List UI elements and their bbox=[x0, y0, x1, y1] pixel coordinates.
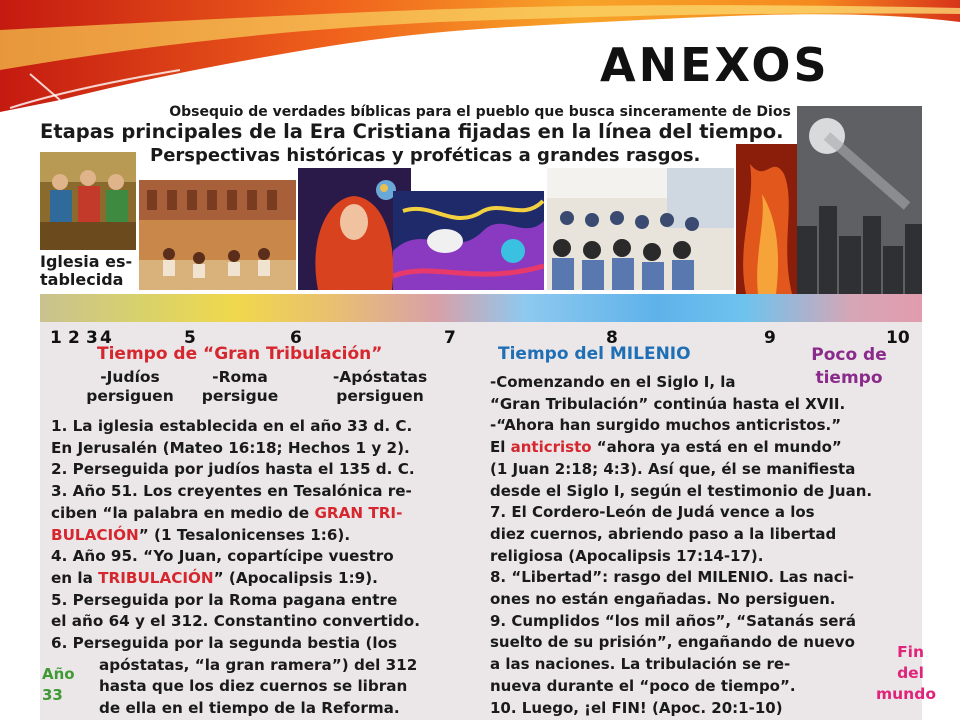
timeline-number: 5 bbox=[184, 328, 196, 348]
fin-label-line-2: del bbox=[897, 664, 924, 682]
right-text-segment: “ahora ya está en el mundo” bbox=[591, 438, 842, 457]
gran-tribulacion-highlight: GRAN TRI- bbox=[314, 503, 403, 522]
right-text-line: “Gran Tribulación” continúa hasta el XVII. bbox=[490, 394, 846, 413]
left-text-line: 5. Perseguida por la Roma pagana entre bbox=[51, 590, 398, 609]
fin-label-line-1: Fin bbox=[897, 643, 924, 661]
timeline-number: 8 bbox=[606, 328, 618, 348]
left-text-line bbox=[51, 568, 420, 590]
right-text-line: desde el Siglo I, según el testimonio de Juan. bbox=[490, 481, 873, 500]
iglesia-caption bbox=[40, 253, 132, 289]
right-text-line: suelto de su prisión”, engañando de nuevo bbox=[490, 633, 855, 652]
right-text-line: 10. Luego, ¡el FIN! (Apoc. 20:1-10) bbox=[490, 698, 783, 717]
left-text-segment: en la bbox=[51, 568, 99, 587]
persecutor-judios-line-2: persiguen bbox=[86, 387, 174, 405]
beast-vision-art bbox=[393, 191, 544, 290]
timeline-number: 10 bbox=[886, 328, 910, 348]
persecutor-group-judios bbox=[80, 368, 180, 406]
anticristo-highlight: anticristo bbox=[510, 438, 592, 457]
milenio-heading: Tiempo del MILENIO bbox=[498, 344, 691, 364]
persecutor-roma-line-1: -Roma bbox=[212, 368, 268, 386]
iglesia-caption-line-1: Iglesia es- bbox=[40, 252, 133, 271]
right-text-line: nueva durante el “poco de tiempo”. bbox=[490, 676, 796, 695]
last-supper-painting bbox=[40, 152, 136, 250]
left-text-segment: ” (Apocalipsis 1:9). bbox=[213, 568, 378, 587]
anio-label-line-1: Año bbox=[42, 665, 75, 683]
right-text-line: -Comenzando en el Siglo I, la bbox=[490, 373, 736, 391]
anio-33-label bbox=[42, 664, 75, 706]
congregation-photo bbox=[547, 168, 734, 290]
right-text-segment: El bbox=[490, 438, 511, 457]
poco-heading-line-1: Poco de bbox=[811, 345, 887, 365]
left-text-line: 4. Año 95. “Yo Juan, copartícipe vuestro bbox=[51, 547, 394, 566]
timeline-number: 3 bbox=[86, 328, 98, 348]
right-text-line: diez cuernos, abriendo paso a la libertad bbox=[490, 524, 837, 543]
header-line-2: Etapas principales de la Era Cristiana fijadas en la línea del tiempo. bbox=[40, 120, 784, 143]
timeline-number: 4 bbox=[100, 328, 112, 348]
right-text-line: 7. El Cordero-León de Judá vence a los bbox=[490, 503, 815, 522]
meteor-city-art bbox=[797, 106, 922, 294]
slide-title: ANEXOS bbox=[600, 38, 830, 92]
timeline-number: 7 bbox=[444, 328, 456, 348]
persecutor-apostatas-line-2: persiguen bbox=[336, 387, 424, 405]
left-text-line bbox=[51, 525, 420, 547]
right-text-line: -“Ahora han surgido muchos anticristos.” bbox=[490, 416, 842, 435]
left-text-line: el año 64 y el 312. Constantino convertido. bbox=[51, 612, 420, 631]
left-text-segment: ciben “la palabra en medio de bbox=[51, 503, 315, 522]
poco-heading-line-2: tiempo bbox=[815, 368, 883, 388]
right-text-line: (1 Juan 2:18; 4:3). Así que, él se manifiesta bbox=[490, 459, 856, 478]
right-column-text bbox=[490, 372, 872, 719]
right-text-line: 8. “Libertad”: rasgo del MILENIO. Las naci- bbox=[490, 568, 854, 587]
timeline-number: 1 bbox=[50, 328, 62, 348]
left-text-line: de ella en el tiempo de la Reforma. bbox=[99, 699, 400, 718]
anio-label-line-2: 33 bbox=[42, 686, 63, 704]
left-text-line bbox=[51, 503, 420, 525]
left-text-line: apóstatas, “la gran ramera”) del 312 bbox=[99, 655, 418, 674]
left-text-line: 3. Año 51. Los creyentes en Tesalónica re- bbox=[51, 482, 412, 501]
persecutor-roma-line-2: persigue bbox=[201, 387, 279, 405]
timeline-number: 6 bbox=[290, 328, 302, 348]
timeline-number: 2 bbox=[68, 328, 80, 348]
flaming-figure-art bbox=[736, 144, 798, 294]
right-text-line: religiosa (Apocalipsis 17:14-17). bbox=[490, 546, 764, 565]
header-line-1: Obsequio de verdades bíblicas para el pueblo que busca sinceramente de Dios bbox=[169, 104, 791, 120]
left-text-segment: ” (1 Tesalonicenses 1:6). bbox=[138, 525, 351, 544]
left-text-line: 2. Perseguida por judíos hasta el 135 d. C. bbox=[51, 460, 415, 479]
timeline-spectrum-bar bbox=[40, 294, 922, 322]
left-text-line: 6. Perseguida por la segunda bestia (los bbox=[51, 634, 398, 653]
tribulacion-highlight: TRIBULACIÓN bbox=[98, 568, 214, 587]
gran-tribulacion-highlight: BULACIÓN bbox=[51, 525, 139, 544]
persecutor-group-apostatas bbox=[320, 368, 440, 406]
timeline-number: 9 bbox=[764, 328, 776, 348]
left-text-line: En Jerusalén (Mateo 16:18; Hechos 1 y 2). bbox=[51, 438, 410, 457]
left-text-line: 1. La iglesia establecida en el año 33 d. C. bbox=[51, 417, 413, 435]
iglesia-caption-line-2: tablecida bbox=[40, 270, 124, 289]
tribulation-heading: Tiempo de “Gran Tribulación” bbox=[97, 344, 383, 364]
right-text-line bbox=[490, 437, 872, 459]
persecutor-group-roma bbox=[190, 368, 290, 406]
fin-del-mundo-label bbox=[876, 642, 936, 705]
left-column-text bbox=[51, 416, 420, 720]
colosseum-martyrs-painting bbox=[139, 180, 296, 290]
right-text-line: 9. Cumplidos “los mil años”, “Satanás será bbox=[490, 611, 856, 630]
persecutor-judios-line-1: -Judíos bbox=[100, 368, 160, 386]
persecutor-apostatas-line-1: -Apóstatas bbox=[332, 368, 428, 386]
left-text-line: hasta que los diez cuernos se libran bbox=[99, 677, 408, 696]
header-line-3: Perspectivas históricas y proféticas a grandes rasgos. bbox=[150, 145, 701, 166]
right-text-line: ones no están engañadas. No persiguen. bbox=[490, 590, 836, 609]
fin-label-line-3: mundo bbox=[876, 685, 936, 703]
right-text-line: a las naciones. La tribulación se re- bbox=[490, 655, 791, 674]
